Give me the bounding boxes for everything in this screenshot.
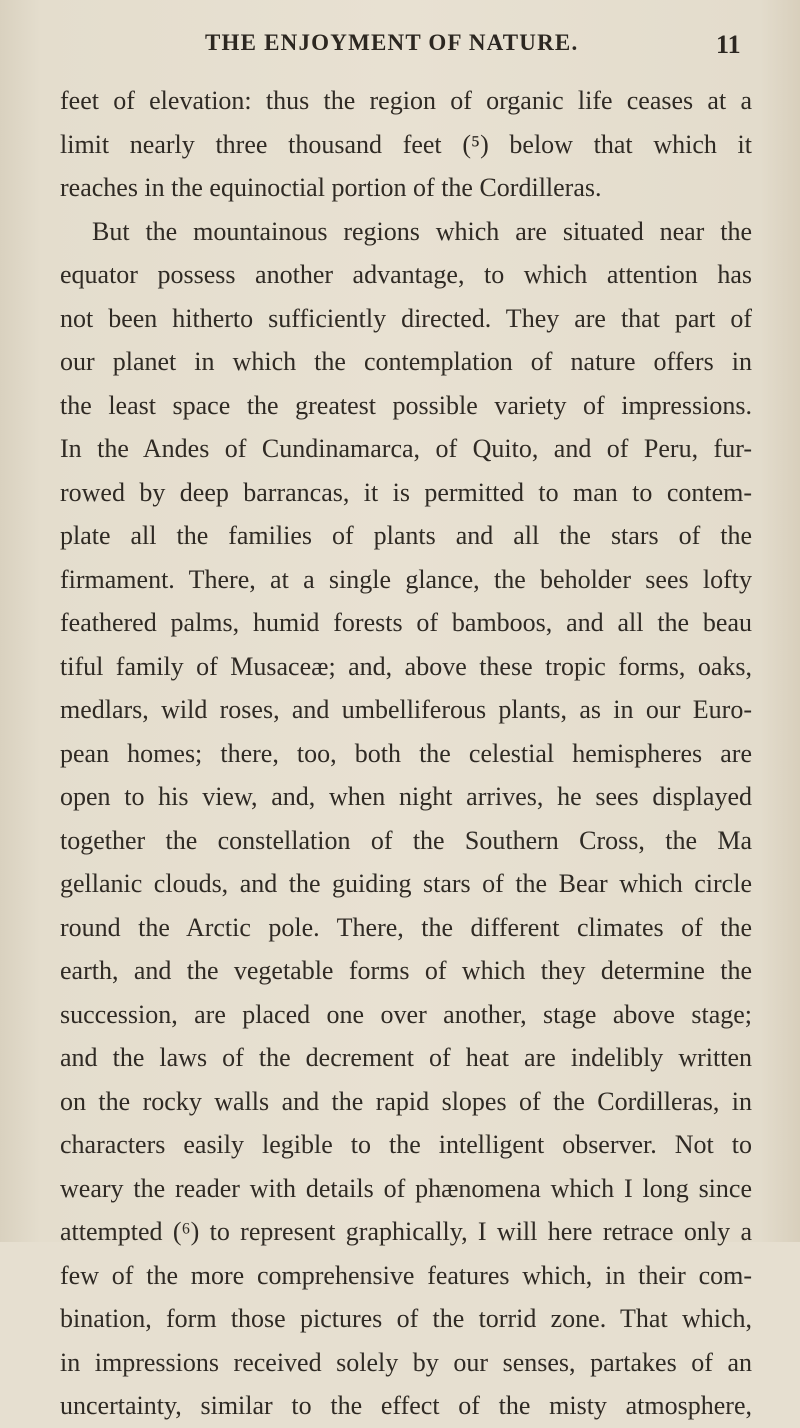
page-number: 11 <box>716 30 741 59</box>
running-head <box>0 30 800 60</box>
text-line: on the rocky walls and the rapid slopes of the Cordilleras, in <box>60 1086 752 1116</box>
text-line: weary the reader with details of phænomena which I long since <box>60 1173 752 1203</box>
text-line: the least space the greatest possible variety of impressions. <box>60 390 752 420</box>
text-line: feathered palms, humid forests of bamboos, and all the beau <box>60 608 752 637</box>
text-line: medlars, wild roses, and umbelliferous plants, as in our Euro- <box>60 695 752 724</box>
text-line: limit nearly three thousand feet (⁵) below that which it <box>60 129 752 159</box>
text-line: equator possess another advantage, to which attention has <box>60 260 752 289</box>
text-line: earth, and the vegetable forms of which they determine the <box>60 956 752 985</box>
running-title: THE ENJOYMENT OF NATURE. <box>205 30 579 55</box>
text-line: not been hitherto sufficiently directed. They are that part of <box>60 303 752 333</box>
text-line: our planet in which the contemplation of nature offers in <box>60 347 752 376</box>
text-line: attempted (⁶) to represent graphically, I will here retrace only a <box>60 1217 752 1246</box>
text-line: open to his view, and, when night arrives, he sees displayed <box>60 782 752 811</box>
text-line: firmament. There, at a single glance, the beholder sees lofty <box>60 564 752 594</box>
text-line: reaches in the equinoctial portion of the Cordilleras. <box>60 173 602 202</box>
text-line: feet of elevation: thus the region of organic life ceases at a <box>60 86 752 115</box>
text-line: rowed by deep barrancas, it is permitted to man to contem- <box>60 477 752 507</box>
text-line: uncertainty, similar to the effect of the misty atmosphere, <box>60 1391 752 1420</box>
text-line: few of the more comprehensive features which, in their com- <box>60 1260 752 1290</box>
text-line: plate all the families of plants and all the stars of the <box>60 521 752 550</box>
text-line: in impressions received solely by our senses, partakes of an <box>60 1347 752 1377</box>
text-line: succession, are placed one over another, stage above stage; <box>60 999 752 1029</box>
text-line: together the constellation of the Southern Cross, the Ma <box>60 825 752 855</box>
text-line: In the Andes of Cundinamarca, of Quito, and of Peru, fur- <box>60 434 752 463</box>
text-line: characters easily legible to the intelligent observer. Not to <box>60 1130 752 1159</box>
text-line: gellanic clouds, and the guiding stars of the Bear which circle <box>60 869 752 898</box>
paragraph-start-line: But the mountainous regions which are situated near the <box>92 216 752 246</box>
text-line: pean homes; there, too, both the celestial hemispheres are <box>60 738 752 768</box>
text-line: and the laws of the decrement of heat are indelibly written <box>60 1043 752 1072</box>
text-line: round the Arctic pole. There, the different climates of the <box>60 912 752 942</box>
text-line: tiful family of Musaceæ; and, above these tropic forms, oaks, <box>60 651 752 681</box>
body-text <box>60 79 752 1428</box>
text-line: bination, form those pictures of the torrid zone. That which, <box>60 1304 752 1333</box>
